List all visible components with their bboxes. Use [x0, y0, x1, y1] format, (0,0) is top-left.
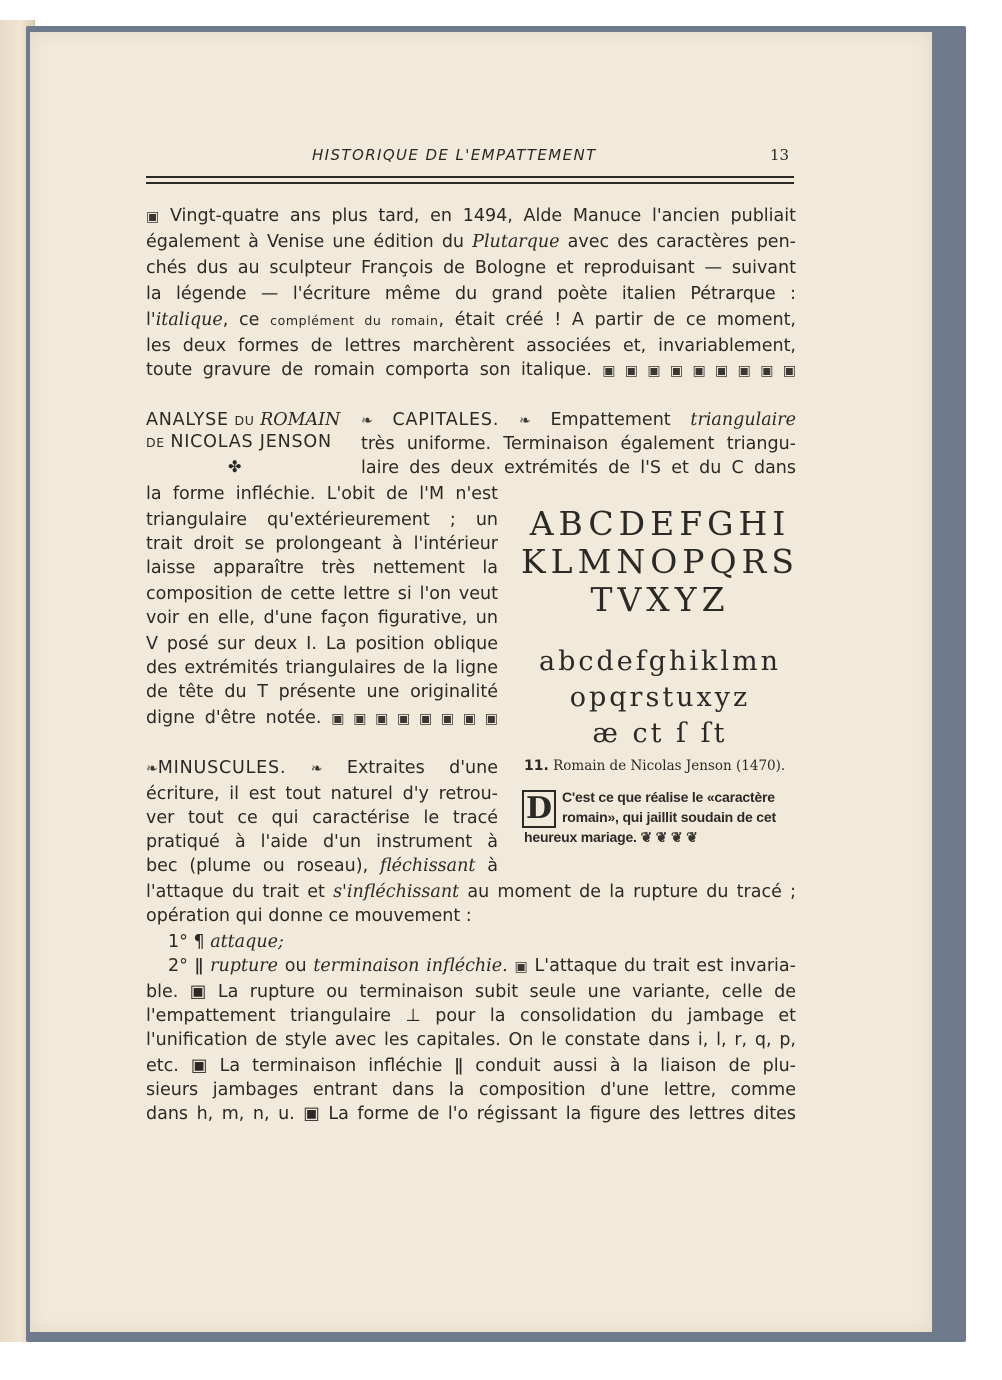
caption-ornaments: ❦ ❦ ❦ ❦ — [640, 829, 698, 845]
analyse-left-line-7: V posé sur deux I. La position oblique — [146, 634, 498, 654]
para1-line-6: les deux formes de lettres marchèrent associées et, invariablement, — [146, 336, 796, 356]
analyse-left-line-2: triangulaire qu'extérieurement ; un — [146, 510, 498, 530]
minuscules-line-1: ❧MINUSCULES. ❧ Extraites d'une — [146, 758, 498, 778]
capitales-line-1: ❧ CAPITALES. ❧ Empattement triangulaire — [361, 410, 796, 430]
minuscules-line-6: l'attaque du trait et s'infléchissant au moment de la rupture du tracé ; — [146, 882, 796, 902]
drop-cap: D — [522, 790, 556, 828]
header-rule-bottom — [146, 182, 794, 184]
para1-line-3: chés dus au sculpteur François de Bologne et reproduisant — suivant — [146, 258, 796, 278]
analyse-left-line-6: voir en elle, d'une façon figurative, un — [146, 608, 498, 628]
para1-line-5: l'italique, ce complément du romain, était créé ! A partir de ce moment, — [146, 310, 796, 330]
capitales-line-3: laire des deux extrémités de l'S et du C dans — [361, 458, 796, 478]
minuscules-line-14: dans h, m, n, u. ▣ La forme de l'o régissant la figure des lettres dites — [146, 1104, 796, 1124]
minuscules-line-13: sieurs jambages entrant dans la composition d'une lettre, comme — [146, 1080, 796, 1100]
minuscules-line-10: l'empattement triangulaire ⊥ pour la consolidation du jambage et — [146, 1006, 796, 1026]
specimen-ligatures: æ ct ſ ſt — [592, 718, 728, 749]
analyse-left-line-9: de tête du T présente une originalité — [146, 682, 498, 702]
header-rule-top — [146, 176, 794, 178]
analyse-left-line-1: la forme infléchie. L'obit de l'M n'est — [146, 484, 498, 504]
minuscules-line-12: etc. ▣ La terminaison infléchie ǁ conduit aussi à la liaison de plu- — [146, 1056, 796, 1076]
analyse-left-line-4: laisse apparaître très nettement la — [146, 558, 498, 578]
analyse-left-line-3: trait droit se prolongeant à l'intérieur — [146, 534, 498, 554]
para1-line-2: également à Venise une édition du Plutarque avec des caractères pen- — [146, 232, 796, 252]
attaque-glyph-icon: ¶ — [193, 932, 205, 952]
leaf-ornament-icon: ❧ — [518, 413, 531, 429]
minuscules-line-5: bec (plume ou roseau), fléchissant à — [146, 856, 498, 876]
para1-line-1: ▣ Vingt-quatre ans plus tard, en 1494, Alde Manuce l'ancien publiait — [146, 206, 796, 226]
analyse-left-line-5: composition de cette lettre si l'on veut — [146, 584, 498, 604]
leaf-ornament-icon: ✤ — [228, 457, 242, 476]
ornament-chain: ▣ ▣ ▣ ▣ ▣ ▣ ▣ ▣ — [331, 711, 498, 727]
minuscules-line-2: écriture, il est tout naturel d'y retrou- — [146, 784, 498, 804]
para1-line-7: toute gravure de romain comporta son italique. ▣ ▣ ▣ ▣ ▣ ▣ ▣ ▣ ▣ — [146, 360, 796, 380]
minuscules-line-4: pratiqué à l'aide d'un instrument à — [146, 832, 498, 852]
specimen-uppercase-1: ABCDEFGHI — [529, 504, 791, 543]
leaf-ornament-icon: ❧ — [146, 761, 158, 777]
minuscules-line-7: opération qui donne ce mouvement : — [146, 906, 472, 926]
rupture-glyph-icon: ǁ — [194, 956, 204, 976]
list-item-1: 1° ¶ attaque; — [168, 932, 284, 952]
analyse-left-line-10: digne d'être notée. ▣ ▣ ▣ ▣ ▣ ▣ ▣ ▣ — [146, 708, 498, 728]
square-ornament-icon: ▣ — [146, 209, 160, 225]
quote-line-3: heureux mariage. ❦ ❦ ❦ ❦ — [524, 829, 698, 845]
figure-caption: 11. Romain de Nicolas Jenson (1470). — [524, 758, 786, 774]
specimen-lowercase-1: abcdefghiklmn — [538, 646, 782, 677]
analyse-left-line-8: des extrémités triangulaires de la ligne — [146, 658, 498, 678]
analyse-heading-line-1: ANALYSE DU ROMAIN — [146, 410, 341, 430]
capitales-line-2: très uniforme. Terminaison également triangu- — [361, 434, 796, 454]
specimen-lowercase-2: opqrstuxyz — [569, 682, 751, 713]
quote-line-1: C'est ce que réalise le «caractère — [562, 789, 775, 805]
square-ornament-icon: ▣ — [514, 959, 528, 975]
analyse-heading-line-2: DE NICOLAS JENSON — [146, 432, 332, 452]
specimen-uppercase-2: KLMNOPQRS — [521, 542, 799, 581]
minuscules-line-3: ver tout ce qui caractérise le tracé — [146, 808, 498, 828]
running-header: HISTORIQUE DE L'EMPATTEMENT — [312, 146, 597, 164]
page-number: 13 — [770, 146, 790, 164]
leaf-ornament-icon: ❧ — [310, 761, 323, 777]
para1-line-4: la légende — l'écriture même du grand poète italien Pétrarque : — [146, 284, 796, 304]
minuscules-line-9: ble. ▣ La rupture ou terminaison subit seule une variante, celle de — [146, 982, 796, 1002]
list-item-2: 2° ǁ rupture ou terminaison infléchie. ▣ L'attaque du trait est invaria- — [168, 956, 796, 976]
leaf-ornament-icon: ❧ — [361, 413, 373, 429]
ornament-chain: ▣ ▣ ▣ ▣ ▣ ▣ ▣ ▣ ▣ — [602, 363, 796, 379]
specimen-uppercase-3: TVXYZ — [590, 580, 730, 619]
minuscules-line-11: l'unification de style avec les capitales. On le constate dans i, l, r, q, p, — [146, 1030, 796, 1050]
quote-line-2: romain», qui jaillit soudain de cet — [562, 809, 776, 825]
